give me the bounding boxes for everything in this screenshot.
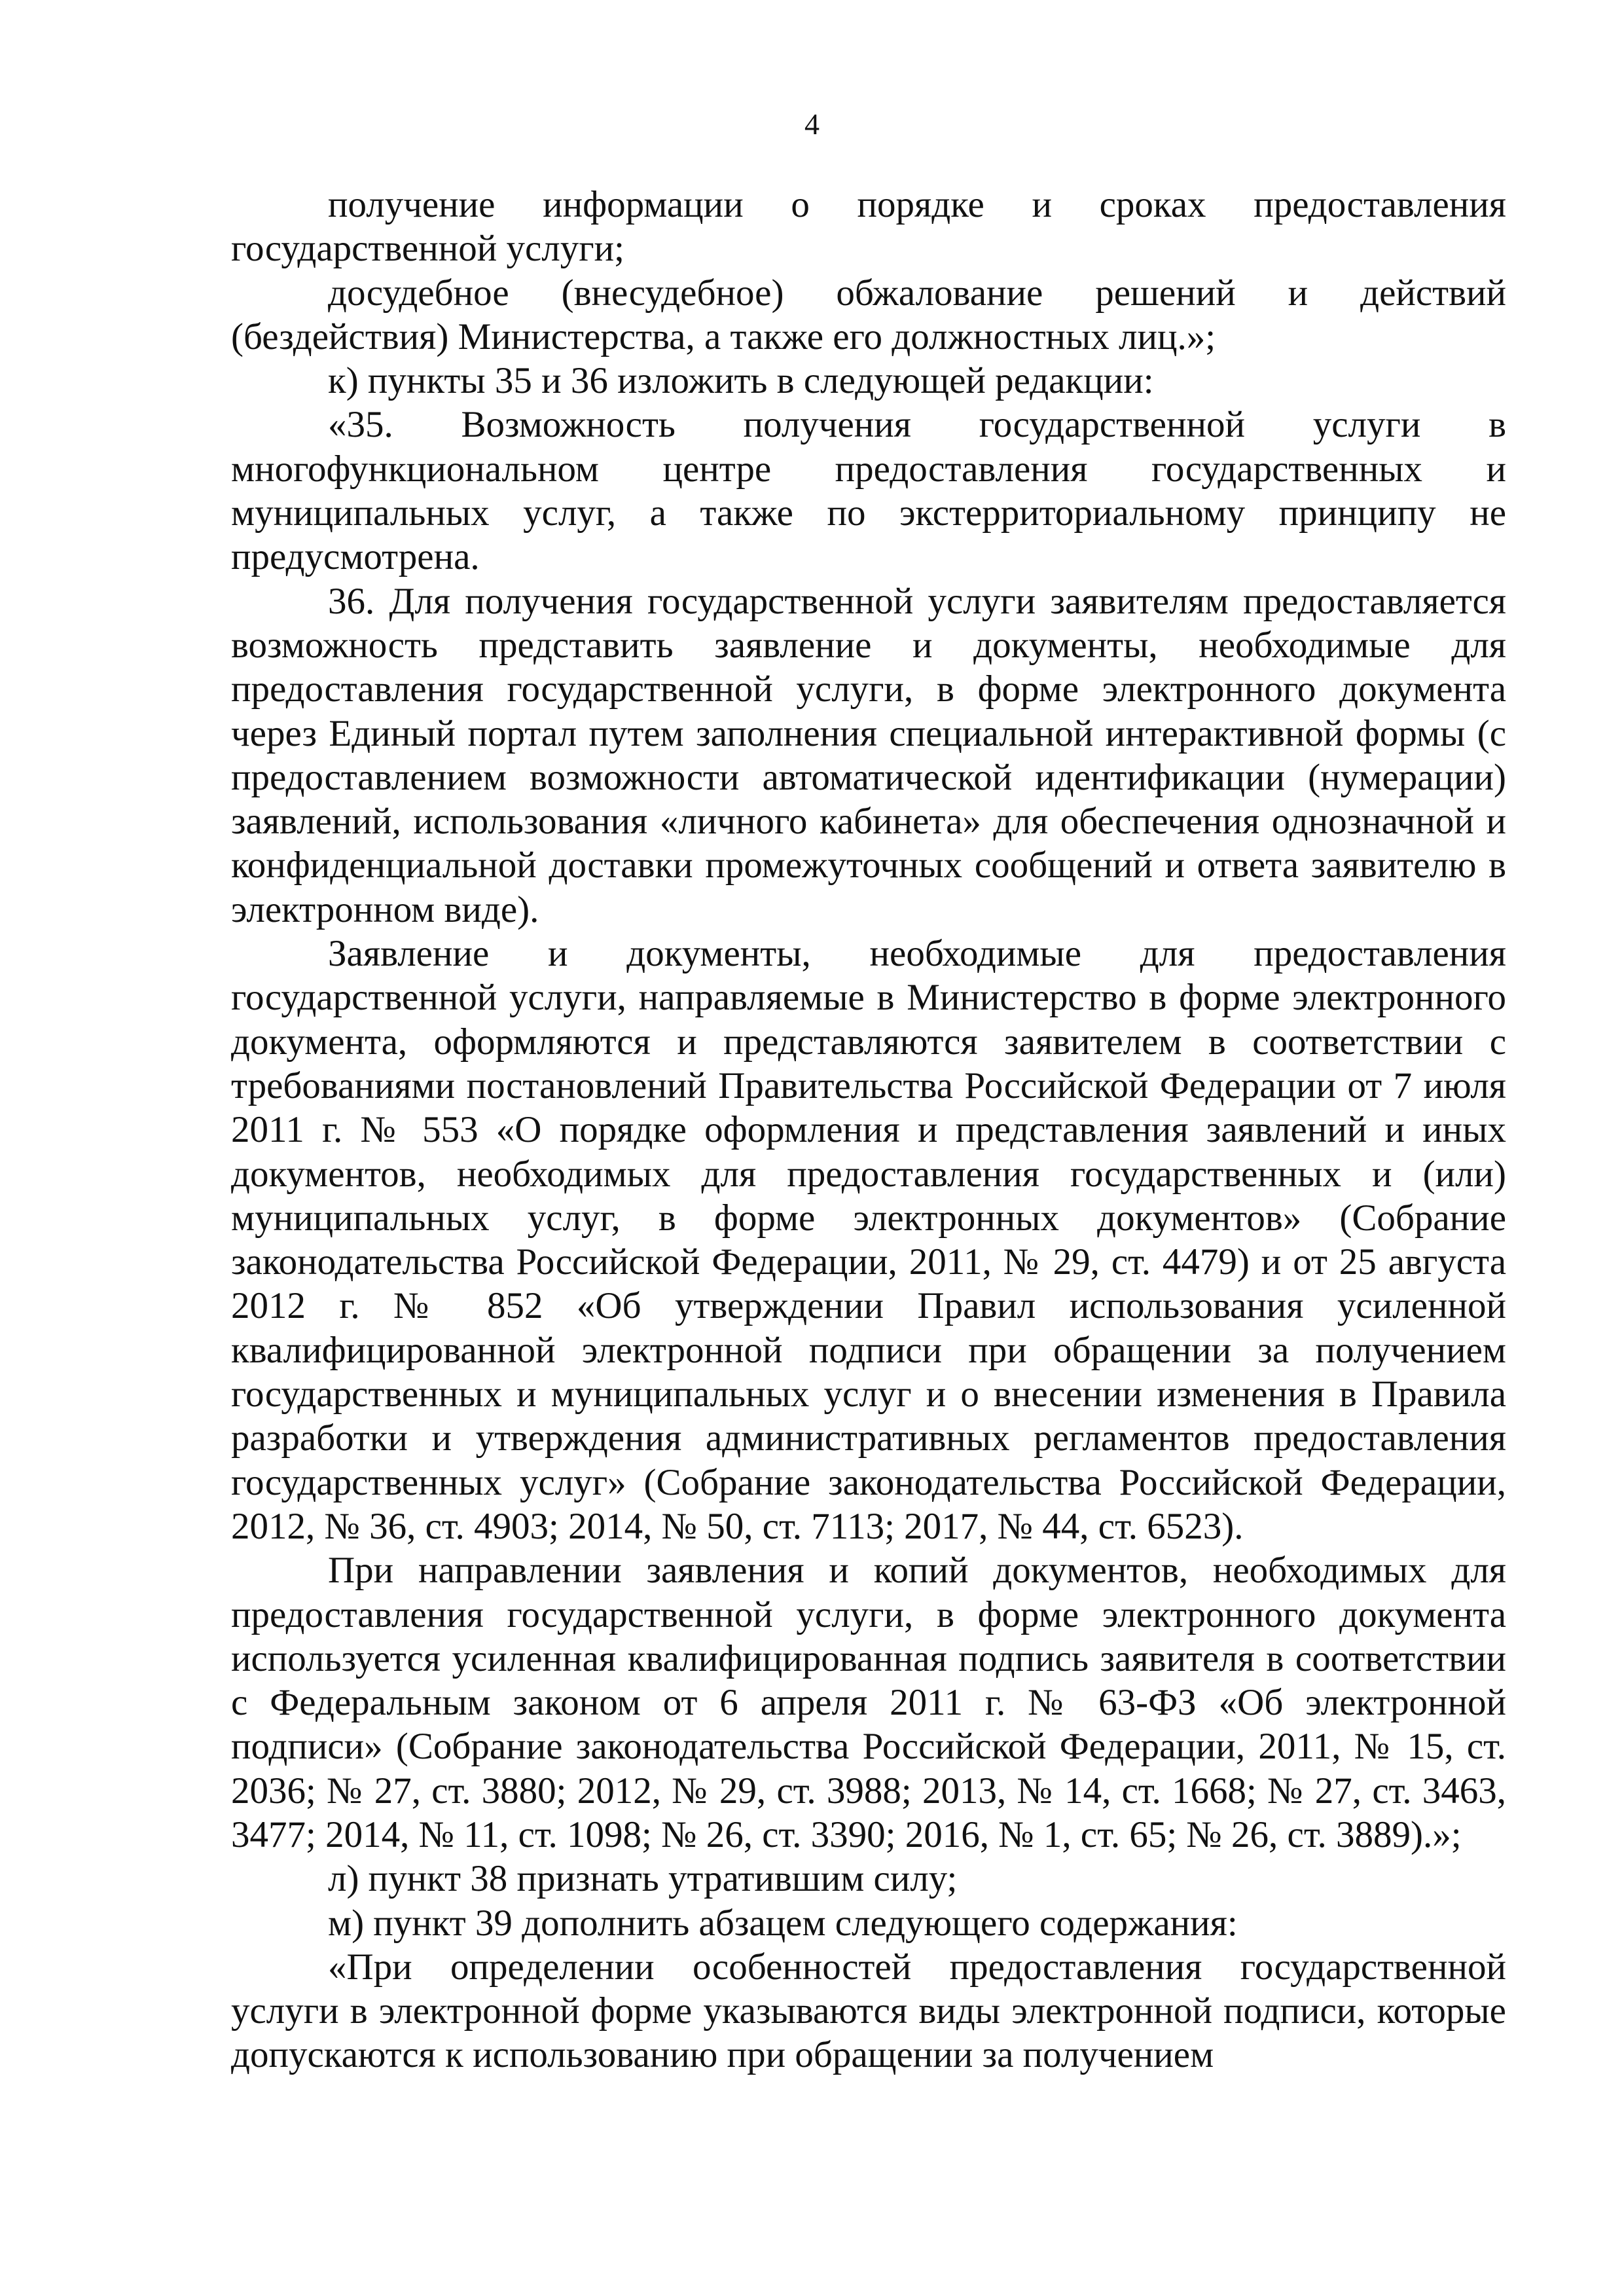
paragraph-item-k: к) пункты 35 и 36 изложить в следующей редакции: — [328, 360, 1154, 402]
paragraph-application-requirements: Заявление и документы, необходимые для предоставления государственной услуги, направляемые в Министерство в форме электронного документа, оформляются и представляются заявителем в соответствии с требованиями постановлений Правительства Российской Федерации от 7 июля 2011 г. № 553 «О порядке оформления и представления заявлений и иных документов, необходимых для предоставления государственных и (или) муниципальных услуг, в форме электронных документов» (Собрание законодательства Российской Федерации, 2011, № 29, ст. 4479) и от 25 августа 2012 г. № 852 «Об утверждении Правил использования усиленной квалифицированной электронной подписи при обращении за получением государственных и муниципальных услуг и о внесении изменения в Правила разработки и утверждения административных регламентов предоставления государственных услуг» (Собрание законодательства Российской Федерации, 2012, № 36, ст. 4903; 2014, № 50, ст. 7113; 2017, № 44, ст. 6523). — [231, 933, 1506, 1547]
page-number: 4 — [804, 107, 820, 141]
paragraph-item-m: м) пункт 39 дополнить абзацем следующего содержания: — [328, 1902, 1238, 1944]
paragraph-info-on-procedure: получение информации о порядке и сроках предоставления государственной услуги; — [231, 184, 1506, 270]
paragraph-pretrial-appeal: досудебное (внесудебное) обжалование решений и действий (бездействия) Министерства, а также его должностных лиц.»; — [231, 272, 1506, 357]
paragraph-new-text: «При определении особенностей предоставления государственной услуги в электронной форме указываются виды электронной подписи, которые допускаются к использованию при обращении за получением — [231, 1946, 1506, 2076]
paragraph-clause-35: «35. Возможность получения государственной услуги в многофункциональном центре предоставления государственных и муниципальных услуг, а также по экстерриториальному принципу не предусмотрена. — [231, 404, 1506, 578]
paragraph-clause-36: 36. Для получения государственной услуги заявителям предоставляется возможность представить заявление и документы, необходимые для предоставления государственной услуги, в форме электронного документа через Единый портал путем заполнения специальной интерактивной формы (с предоставлением возможности автоматической идентификации (нумерации) заявлений, использования «личного кабинета» для обеспечения однозначной и конфиденциальной доставки промежуточных сообщений и ответа заявителю в электронном виде). — [231, 580, 1506, 930]
document-body — [231, 183, 1506, 2077]
paragraph-electronic-signature: При направлении заявления и копий документов, необходимых для предоставления государственной услуги, в форме электронного документа используется усиленная квалифицированная подпись заявителя в соответствии с Федеральным законом от 6 апреля 2011 г. № 63-ФЗ «Об электронной подписи» (Собрание законодательства Российской Федерации, 2011, № 15, ст. 2036; № 27, ст. 3880; 2012, № 29, ст. 3988; 2013, № 14, ст. 1668; № 27, ст. 3463, 3477; 2014, № 11, ст. 1098; № 26, ст. 3390; 2016, № 1, ст. 65; № 26, ст. 3889).»; — [231, 1550, 1506, 1855]
paragraph-item-l: л) пункт 38 признать утратившим силу; — [328, 1858, 958, 1900]
